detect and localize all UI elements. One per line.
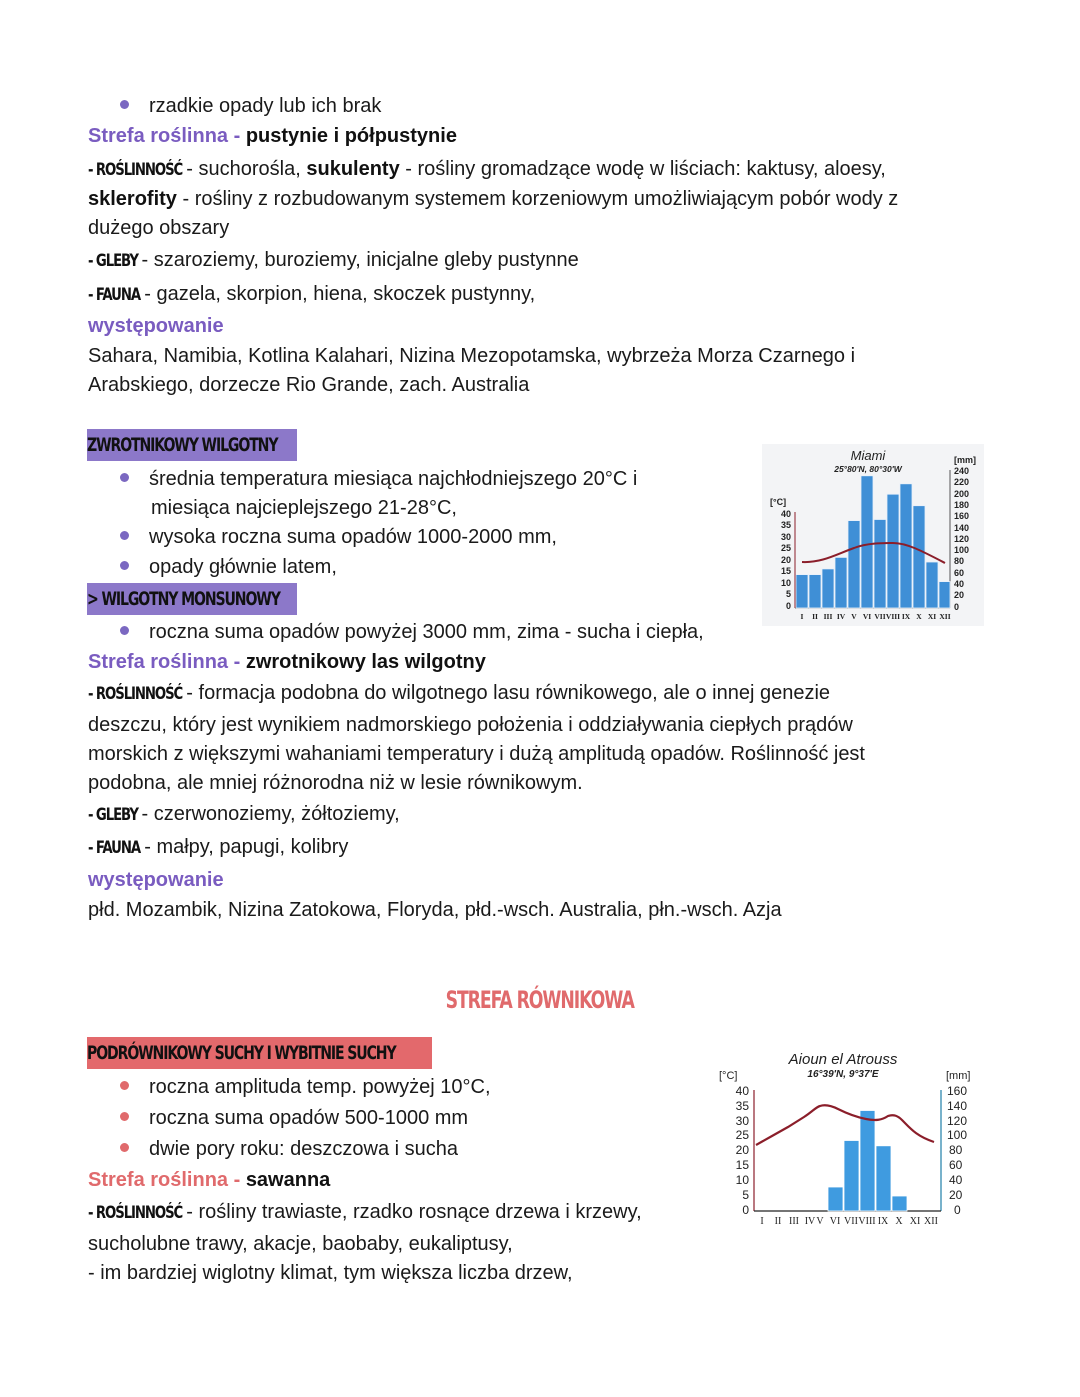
svg-text:20: 20 (954, 590, 965, 600)
svg-text:30: 30 (735, 1114, 749, 1128)
svg-text:XII: XII (939, 612, 951, 621)
section-title: STREFA RÓWNIKOWA (445, 986, 635, 1014)
svg-text:20: 20 (949, 1188, 963, 1202)
bullet-item: roczna suma opadów 500-1000 mm (120, 1103, 468, 1133)
bullet-icon (120, 1081, 129, 1090)
vegetation-line: dużego obszary (88, 217, 230, 239)
climate-subheading: > WILGOTNY MONSUNOWY (87, 583, 297, 615)
svg-text:IX: IX (877, 1216, 889, 1226)
svg-text:15: 15 (780, 566, 791, 576)
svg-text:200: 200 (954, 489, 970, 499)
chart-title: Miami (850, 448, 886, 463)
vegetation-line: deszczu, który jest wynikiem nadmorskiego położenia i oddziaływania ciepłych prądów (88, 714, 853, 736)
bullet-item: opady głównie latem, (120, 552, 337, 582)
svg-text:20: 20 (735, 1143, 749, 1157)
svg-text:120: 120 (947, 1114, 968, 1128)
svg-text:40: 40 (780, 509, 791, 519)
vegetation-line: - ROŚLINNOŚĆ - suchorośla, sukulenty - rośliny gromadzące wodę w liściach: kaktusy, aloesy, (88, 154, 886, 185)
occurrence-heading: występowanie (88, 315, 224, 337)
svg-text:20: 20 (780, 555, 791, 565)
bullet-icon (120, 473, 129, 482)
svg-text:[mm]: [mm] (954, 455, 976, 465)
svg-text:VIII: VIII (858, 1216, 876, 1226)
bullet-icon (120, 531, 129, 540)
svg-text:140: 140 (947, 1099, 968, 1113)
svg-text:IV: IV (804, 1216, 816, 1226)
soils-line: - GLEBY - szaroziemy, buroziemy, inicjalne gleby pustynne (88, 245, 579, 276)
chart-subtitle: 16°39'N, 9°37'E (807, 1069, 879, 1080)
svg-text:VIII: VIII (885, 612, 901, 621)
svg-text:100: 100 (947, 1128, 968, 1142)
bullet-icon (120, 626, 129, 635)
bullet-icon (120, 561, 129, 570)
svg-text:X: X (895, 1216, 903, 1226)
climate-chart-aioun-el-atrouss (716, 1046, 986, 1226)
chart-subtitle: 25°80'N, 80°30'W (834, 464, 902, 474)
svg-text:15: 15 (735, 1158, 749, 1172)
vegetation-zone-value: sawanna (245, 1169, 331, 1191)
svg-text:10: 10 (735, 1173, 749, 1187)
bullet-item: wysoka roczna suma opadów 1000-2000 mm, (120, 522, 557, 552)
occurrence-text: płd. Mozambik, Nizina Zatokowa, Floryda, płd.-wsch. Australia, płn.-wsch. Azja (88, 899, 782, 921)
climate-heading: ZWROTNIKOWY WILGOTNY (87, 429, 297, 461)
svg-text:160: 160 (954, 511, 970, 521)
bullet-item: średnia temperatura miesiąca najchłodniejszego 20°C i (120, 464, 637, 494)
svg-text:40: 40 (954, 579, 965, 589)
bullet-icon (120, 100, 129, 109)
svg-text:160: 160 (947, 1084, 968, 1098)
svg-text:10: 10 (780, 578, 791, 588)
svg-text:X: X (916, 612, 922, 621)
bullet-continuation: miesiąca najcieplejszego 21-28°C, (151, 497, 457, 519)
soils-line: - GLEBY - czerwonoziemy, żółtoziemy, (88, 799, 400, 830)
svg-text:0: 0 (742, 1203, 749, 1217)
svg-text:III: III (823, 612, 833, 621)
svg-text:IX: IX (901, 612, 911, 621)
svg-text:0: 0 (785, 601, 791, 611)
svg-text:VII: VII (844, 1216, 858, 1226)
svg-text:II: II (774, 1216, 782, 1226)
bullet-item: roczna amplituda temp. powyżej 10°C, (120, 1072, 491, 1102)
svg-text:XI: XI (909, 1216, 921, 1226)
svg-text:[mm]: [mm] (946, 1070, 971, 1082)
svg-text:80: 80 (949, 1143, 963, 1157)
svg-text:VI: VI (862, 612, 872, 621)
svg-text:40: 40 (735, 1084, 749, 1098)
svg-text:[°C]: [°C] (770, 497, 787, 507)
svg-text:35: 35 (780, 520, 791, 530)
bullet-icon (120, 1112, 129, 1121)
svg-text:30: 30 (780, 532, 791, 542)
climate-chart-miami (762, 444, 984, 626)
climate-heading: PODRÓWNIKOWY SUCHY I WYBITNIE SUCHY (87, 1037, 432, 1069)
chart-title: Aioun el Atrouss (788, 1051, 898, 1068)
vegetation-line: sucholubne trawy, akacje, baobaby, eukaliptusy, (88, 1233, 513, 1255)
svg-text:V: V (851, 612, 857, 621)
bullet-item: rzadkie opady lub ich brak (120, 91, 381, 121)
vegetation-line: sklerofity - rośliny z rozbudowanym systemem korzeniowym umożliwiającym pobór wody z (88, 188, 899, 210)
svg-text:60: 60 (949, 1158, 963, 1172)
vegetation-zone-line: Strefa roślinna - sawanna (88, 1169, 331, 1191)
svg-text:0: 0 (954, 1203, 961, 1217)
svg-text:120: 120 (954, 534, 970, 544)
svg-text:VI: VI (829, 1216, 841, 1226)
svg-text:240: 240 (954, 466, 970, 476)
section-label: - GLEBY (88, 805, 138, 825)
svg-text:5: 5 (785, 589, 791, 599)
occurrence-text: Sahara, Namibia, Kotlina Kalahari, Nizina Mezopotamska, wybrzeża Morza Czarnego i (88, 345, 856, 367)
vegetation-zone-line: Strefa roślinna - zwrotnikowy las wilgotny (88, 651, 486, 673)
occurrence-text: Arabskiego, dorzecze Rio Grande, zach. Australia (88, 374, 530, 396)
svg-text:80: 80 (954, 556, 965, 566)
vegetation-line: morskich z większymi wahaniami temperatury i dużą amplitudą opadów. Roślinność jest (88, 743, 865, 765)
svg-text:180: 180 (954, 500, 970, 510)
svg-text:140: 140 (954, 523, 970, 533)
fauna-line: - FAUNA - gazela, skorpion, hiena, skoczek pustynny, (88, 279, 535, 310)
vegetation-line: - ROŚLINNOŚĆ - rośliny trawiaste, rzadko rosnące drzewa i krzewy, (88, 1197, 642, 1228)
svg-text:5: 5 (742, 1188, 749, 1202)
svg-text:100: 100 (954, 545, 970, 555)
svg-text:35: 35 (735, 1099, 749, 1113)
occurrence-heading: występowanie (88, 869, 224, 891)
svg-text:VII: VII (874, 612, 886, 621)
vegetation-zone-line: Strefa roślinna - pustynie i półpustynie (88, 125, 457, 147)
section-label: - FAUNA (88, 838, 141, 858)
vegetation-zone-value: zwrotnikowy las wilgotny (245, 651, 486, 673)
vegetation-line: - ROŚLINNOŚĆ - formacja podobna do wilgotnego lasu równikowego, ale o innej genezie (88, 678, 830, 709)
section-label: - GLEBY (88, 251, 138, 271)
vegetation-zone-value: pustynie i półpustynie (245, 125, 457, 147)
fauna-line: - FAUNA - małpy, papugi, kolibry (88, 832, 348, 863)
section-label: - FAUNA (88, 285, 141, 305)
svg-text:25: 25 (735, 1128, 749, 1142)
svg-text:60: 60 (954, 568, 965, 578)
vegetation-line: - im bardziej wiglotny klimat, tym większa liczba drzew, (88, 1262, 573, 1284)
svg-text:[°C]: [°C] (719, 1070, 738, 1082)
svg-text:IV: IV (836, 612, 846, 621)
section-label: - ROŚLINNOŚĆ (88, 1203, 183, 1223)
svg-text:220: 220 (954, 477, 970, 487)
svg-text:I: I (760, 1216, 764, 1226)
svg-text:40: 40 (949, 1173, 963, 1187)
section-label: - ROŚLINNOŚĆ (88, 160, 183, 180)
svg-text:I: I (800, 612, 804, 621)
svg-text:XI: XI (927, 612, 937, 621)
vegetation-line: podobna, ale mniej różnorodna niż w lesie równikowym. (88, 772, 583, 794)
bullet-item: roczna suma opadów powyżej 3000 mm, zima - sucha i ciepła, (120, 617, 704, 647)
bullet-icon (120, 1143, 129, 1152)
svg-text:25: 25 (780, 543, 791, 553)
svg-text:III: III (789, 1216, 799, 1226)
section-label: - ROŚLINNOŚĆ (88, 684, 183, 704)
svg-text:V: V (816, 1216, 824, 1226)
svg-text:XII: XII (924, 1216, 938, 1226)
svg-text:II: II (812, 612, 818, 621)
bullet-item: dwie pory roku: deszczowa i sucha (120, 1134, 458, 1164)
svg-text:0: 0 (954, 602, 960, 612)
